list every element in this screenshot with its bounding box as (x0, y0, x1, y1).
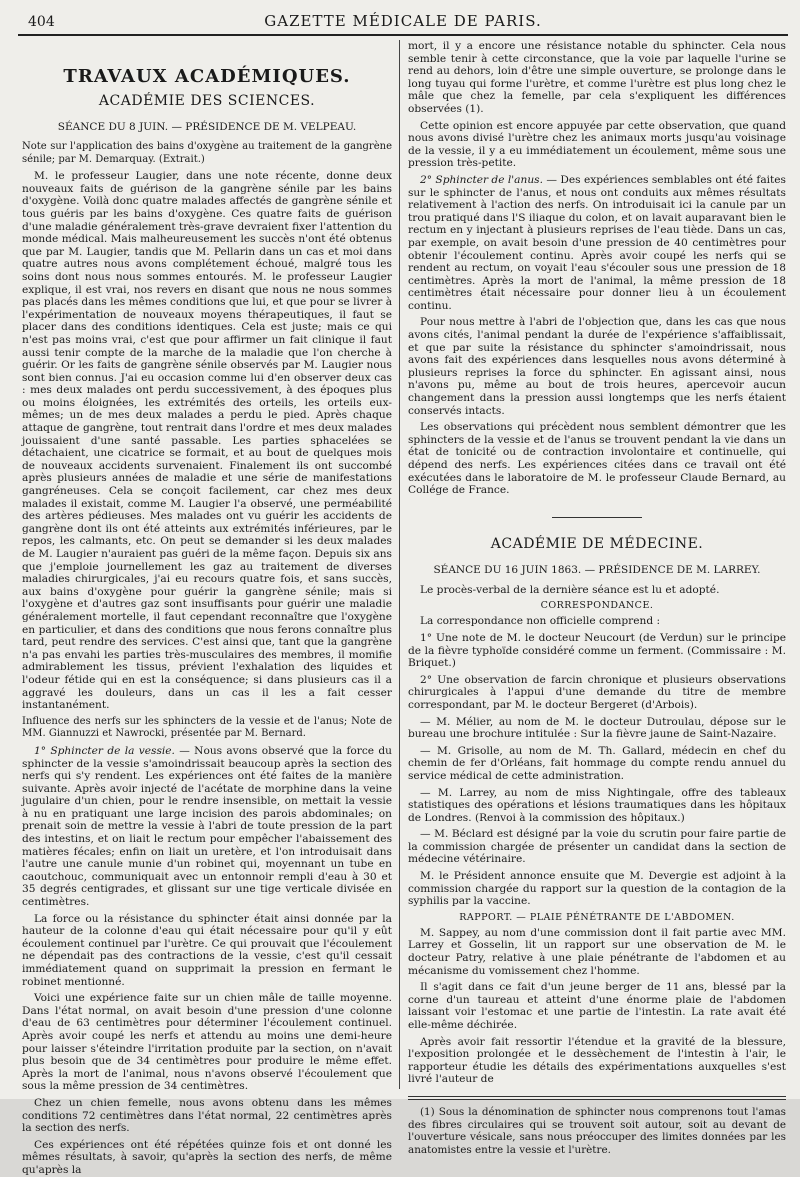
paragraph: Cette opinion est encore appuyée par cette observation, que quand nous avons divisé l'urètre chez les animaux morts jusqu'au voisinage de la vessie, il y a eu immédiatement un écoulement, même sous une pression très-petite. (408, 119, 786, 170)
page-header (18, 8, 788, 36)
right-column (408, 40, 786, 1156)
paragraph: 2° Une observation de farcin chronique et plusieurs observations chirurgicales à l'appui d'une demande du titre de membre correspondant, par M. le docteur Bergeret (d'Arbois). (408, 673, 786, 711)
paragraph (408, 174, 786, 313)
paragraph: La correspondance non officielle comprend : (420, 615, 661, 628)
paragraph: M. Sappey, au nom d'une commission dont il fait partie avec MM. Larrey et Gosselin, lit un rapport sur une observation de M. le docteur Patry, relative à une plaie pénétrante de l'abdomen et au mécanisme du vomissement chez l'homme. (408, 926, 786, 977)
paragraph: mort, il y a encore une résistance notable du sphincter. Cela nous semble tenir à cette circonstance, que la voie par laquelle l'urine se rend au dehors, loin d'être une simple ouverture, se prolonge dans le long tuyau qui forme l'urètre, et comme l'urètre est plus long chez le mâle que chez la femelle, par cela s'expliquent les différences observées (1). (408, 40, 786, 115)
subheading-italic: 2° Sphincter de l'anus. (420, 173, 543, 186)
column-divider (399, 40, 400, 1089)
paragraph: — M. Béclard est désigné par la voie du scrutin pour faire partie de la commission chargée de présenter un candidat dans la section de médecine vétérinaire. (408, 828, 786, 866)
page-number: 404 (28, 14, 55, 30)
session-heading: SÉANCE DU 8 JUIN. — PRÉSIDENCE DE M. VELPEAU. (57, 121, 357, 133)
paragraph (22, 745, 392, 909)
academy-heading: ACADÉMIE DES SCIENCES. (98, 93, 316, 109)
paragraph: Ces expériences ont été répétées quinze fois et ont donné les mêmes résultats, à savoir, qu'après la section des nerfs, de même qu'après la (22, 1138, 392, 1176)
paragraph-text: — Nous avons observé que la force du sphincter de la vessie s'amoindrissait beaucoup après la section des nerfs qui s'y rendent. Les expériences ont été faites de la manière suivante. Après avoir injecté de l'acétate de morphine dans la veine jugulaire d'un chien, pour le rendre insensible, on mettait la vessie à nu en pratiquant une large incision des parois abdominales; on prenait soin de mettre la vessie à l'abri de toute pression de la part des intestins, et on liait le rectum pour empêcher l'abaissement des matières fécales; enfin on liait un uretère, et l'on introduisait dans l'autre une canule munie d'un robinet qui, moyennant un tube en caoutchouc, communiquait avec un entonnoir rempli d'eau à 30 et 35 degrés centigrades, et glissant sur une tige verticale divisée en centimètres. (22, 744, 392, 909)
paragraph: La force ou la résistance du sphincter était ainsi donnée par la hauteur de la colonne d'eau qui était nécessaire pour qu'il y eût écoulement continuel par l'urètre. Ce qui prouvait que l'écoulement ne dépendait pas des contractions de la vessie, c'est qu'il cessait immédiatement quand on supprimait la pression en fermant le robinet mentionné. (22, 912, 392, 988)
paragraph: Il s'agit dans ce fait d'un jeune berger de 11 ans, blessé par la corne d'un taureau et atteint d'une énorme plaie de l'abdomen laissant voir l'estomac et une partie de l'intestin. La rate avait été elle-même déchirée. (408, 981, 786, 1031)
paragraph: 1° Une note de M. le docteur Neucourt (de Verdun) sur le principe de la fièvre typhoïde considéré comme un ferment. (Commissaire : M. Briquet.) (408, 631, 786, 670)
footnote-rule (408, 1096, 786, 1100)
section-heading: TRAVAUX ACADÉMIQUES. (63, 66, 351, 87)
paragraph: M. le Président annonce ensuite que M. Devergie est adjoint à la commission chargée du rapport sur la question de la contagion de la syphilis par la vaccine. (408, 870, 786, 908)
academy-heading: ACADÉMIE DE MÉDECINE. (490, 535, 704, 552)
correspondence-heading: CORRESPONDANCE. (540, 600, 654, 612)
paragraph: M. le professeur Laugier, dans une note récente, donne deux nouveaux faits de guérison de la gangrène sénile par les bains d'oxygène. Voilà donc quatre malades affectés de gangrène sénile et tous guéris par les bains d'oxygène. Ces quatre faits de guérison d'une maladie généralement très-grave devraient fixer l'attention du monde médical. Mais malheureusement les succès n'ont été obtenus que par M. Laugier, tandis que M. Pellarin dans un cas et moi dans quatre autres nous avons complétement échoué, malgré tous les soins dont nous nous sommes entourés. M. le professeur Laugier explique, il est vrai, nos revers en disant que nous ne nous sommes pas placés dans les mêmes conditions que lui, et que pour se livrer à l'expérimentation de nouveaux moyens thérapeutiques, il faut se placer dans des conditions identiques. Cela est juste; mais ce qui n'est pas moins vrai, c'est que pour affirmer un fait clinique il faut aussi tenir compte de la marche de la maladie que l'on cherche à guérir. Or les faits de gangrène sénile observés par M. Laugier nous sont bien connus. J'ai eu occasion comme lui d'en observer deux cas : mes deux malades ont perdu successivement, à des époques plus ou moins éloignées, les extrémités des orteils, les orteils eux-mêmes; un de mes deux malades a perdu le pied. Après chaque attaque de gangrène, tout rentrait dans l'ordre et mes deux malades jouissaient d'une santé passable. Les parties sphacelées se détachaient, une cicatrice se formait, et au bout de quelques mois de nouveaux accidents survenaient. Finalement ils ont succombé après plusieurs années de maladie et une série de manifestations gangréneuses. Cela se conçoit facilement, car chez mes deux malades il existait, comme M. Laugier l'a observé, une perméabilité des artères pédieuses. Mes malades ont vu guérir les accidents de gangrène dont ils ont été atteints aux extrémités inférieures, par le repos, les calmants, etc. On peut se demander si les deux malades de M. Laugier n'auraient pas guéri de la même façon. Depuis six ans que j'emploie journellement les gaz au traitement de diverses maladies chirurgicales, j'ai eu recours quatre fois, et sans succès, aux bains d'oxygène pour guérir la gangrène sénile; mais si l'oxygène et d'autres gaz sont insuffisants pour guérir une maladie généralement mortelle, il faut cependant reconnaître que l'oxygène en particulier, et dans des conditions que nous ferons connaître plus tard, peut rendre des services. C'est ainsi que, tant que la gangrène n'a pas envahi les parties très-musculaires des membres, il momifie admirablement les tissus, prévient l'exhalation des liquides et l'odeur fétide qui en est la conséquence; si dans plusieurs cas il a aggravé les douleurs, dans un cas il les a fait cesser instantanément. (22, 170, 393, 712)
paragraph: — M. Larrey, au nom de miss Nightingale, offre des tableaux statistiques des opérations et lésions traumatiques dans les hôpitaux de Londres. (Renvoi à la commission des hôpitaux.) (408, 786, 786, 824)
footnote-text: (1) Sous la dénomination de sphincter nous comprenons tout l'amas des fibres circulaires qui se trouvent soit autour, soit au devant de l'ouverture vésicale, sans nous préoccuper des limites données par les anatomistes entre la vessie et l'urètre. (408, 1105, 786, 1156)
paragraph: Après avoir fait ressortir l'étendue et la gravité de la blessure, l'exposition prolongée et le dessèchement de l'intestin à l'air, le rapporteur étudie les détails des expérimentations auxquelles s'est livré l'auteur de (408, 1035, 786, 1086)
report-heading: RAPPORT. — PLAIE PÉNÉTRANTE DE L'ABDOMEN. (459, 911, 735, 923)
paragraph: — M. Grisolle, au nom de M. Th. Gallard, médecin en chef du chemin de fer d'Orléans, fait hommage du compte rendu annuel du service médical de cette administration. (408, 744, 786, 782)
paragraph: — M. Mélier, au nom de M. le docteur Dutroulau, dépose sur le bureau une brochure intitulée : Sur la fièvre jaune de Saint-Nazaire. (408, 715, 786, 741)
paragraph: Pour nous mettre à l'abri de l'objection que, dans les cas que nous avons cités, l'animal pendant la durée de l'expérience s'affaiblissait, et que par suite la résistance du sphincter s'amoindrissait, nous avons fait des expériences dans lesquelles nous avons déterminé à plusieurs reprises la force du sphincter. En agissant ainsi, nous n'avons pu, même au bout de trois heures, apercevoir aucun changement dans la pression aussi longtemps que les nerfs étaient conservés intacts. (408, 316, 786, 417)
subheading-italic: 1° Sphincter de la vessie. (34, 744, 175, 757)
session-heading: SÉANCE DU 16 JUIN 1863. — PRÉSIDENCE DE M. LARREY. (433, 563, 761, 576)
article-title: Influence des nerfs sur les sphincters de la vessie et de l'anus; Note de MM. Giannuzzi et Nawrocki, présentée par M. Bernard. (22, 715, 392, 740)
footnote (408, 1106, 786, 1156)
journal-title: GAZETTE MÉDICALE DE PARIS. (264, 12, 542, 30)
paragraph: Voici une expérience faite sur un chien mâle de taille moyenne. Dans l'état normal, on avait besoin d'une pression d'une colonne d'eau de 63 centimètres pour déterminer l'écoulement continuel. Après avoir coupé les nerfs et attendu au moins une demi-heure pour laisser s'éteindre l'irritation produite par la section, on n'avait plus besoin que de 34 centimètres pour produire le même effet. Après la mort de l'animal, nous n'avons observé l'écoulement que sous la même pression de 34 centimètres. (22, 992, 392, 1093)
paragraph: Le procès-verbal de la dernière séance est lu et adopté. (420, 583, 720, 596)
left-column (22, 40, 393, 1176)
paragraph-text: — Des expériences semblables ont été faites sur le sphincter de l'anus, et nous ont conduits aux mêmes résultats relativement à l'action des nerfs. On introduisait ici la canule par un trou pratiqué dans l'S iliaque du colon, et on lavait auparavant bien le rectum en y injectant à plusieurs reprises de l'eau tiède. Dans un cas, par exemple, on avait besoin d'une pression de 40 centimètres pour obtenir l'écoulement continu. Après avoir coupé les nerfs qui se rendent au rectum, on voyait l'eau s'écouler sous une pression de 18 centimètres. Après la mort de l'animal, la même pression de 18 centimètres était nécessaire pour donner lieu à un écoulement continu. (408, 173, 786, 312)
article-title: Note sur l'application des bains d'oxygène au traitement de la gangrène sénile; par M. Demarquay. (Extrait.) (22, 141, 392, 165)
section-separator (552, 517, 642, 518)
paragraph: Les observations qui précèdent nous semblent démontrer que les sphincters de la vessie et de l'anus se trouvent pendant la vie dans un état de tonicité ou de contraction involontaire et continuelle, qui dépend des nerfs. Les expériences citées dans ce travail ont été exécutées dans le laboratoire de M. le professeur Claude Bernard, au Collége de France. (408, 421, 786, 497)
paragraph: Chez un chien femelle, nous avons obtenu dans les mêmes conditions 72 centimètres dans l'état normal, 22 centimètres après la section des nerfs. (22, 1096, 392, 1135)
